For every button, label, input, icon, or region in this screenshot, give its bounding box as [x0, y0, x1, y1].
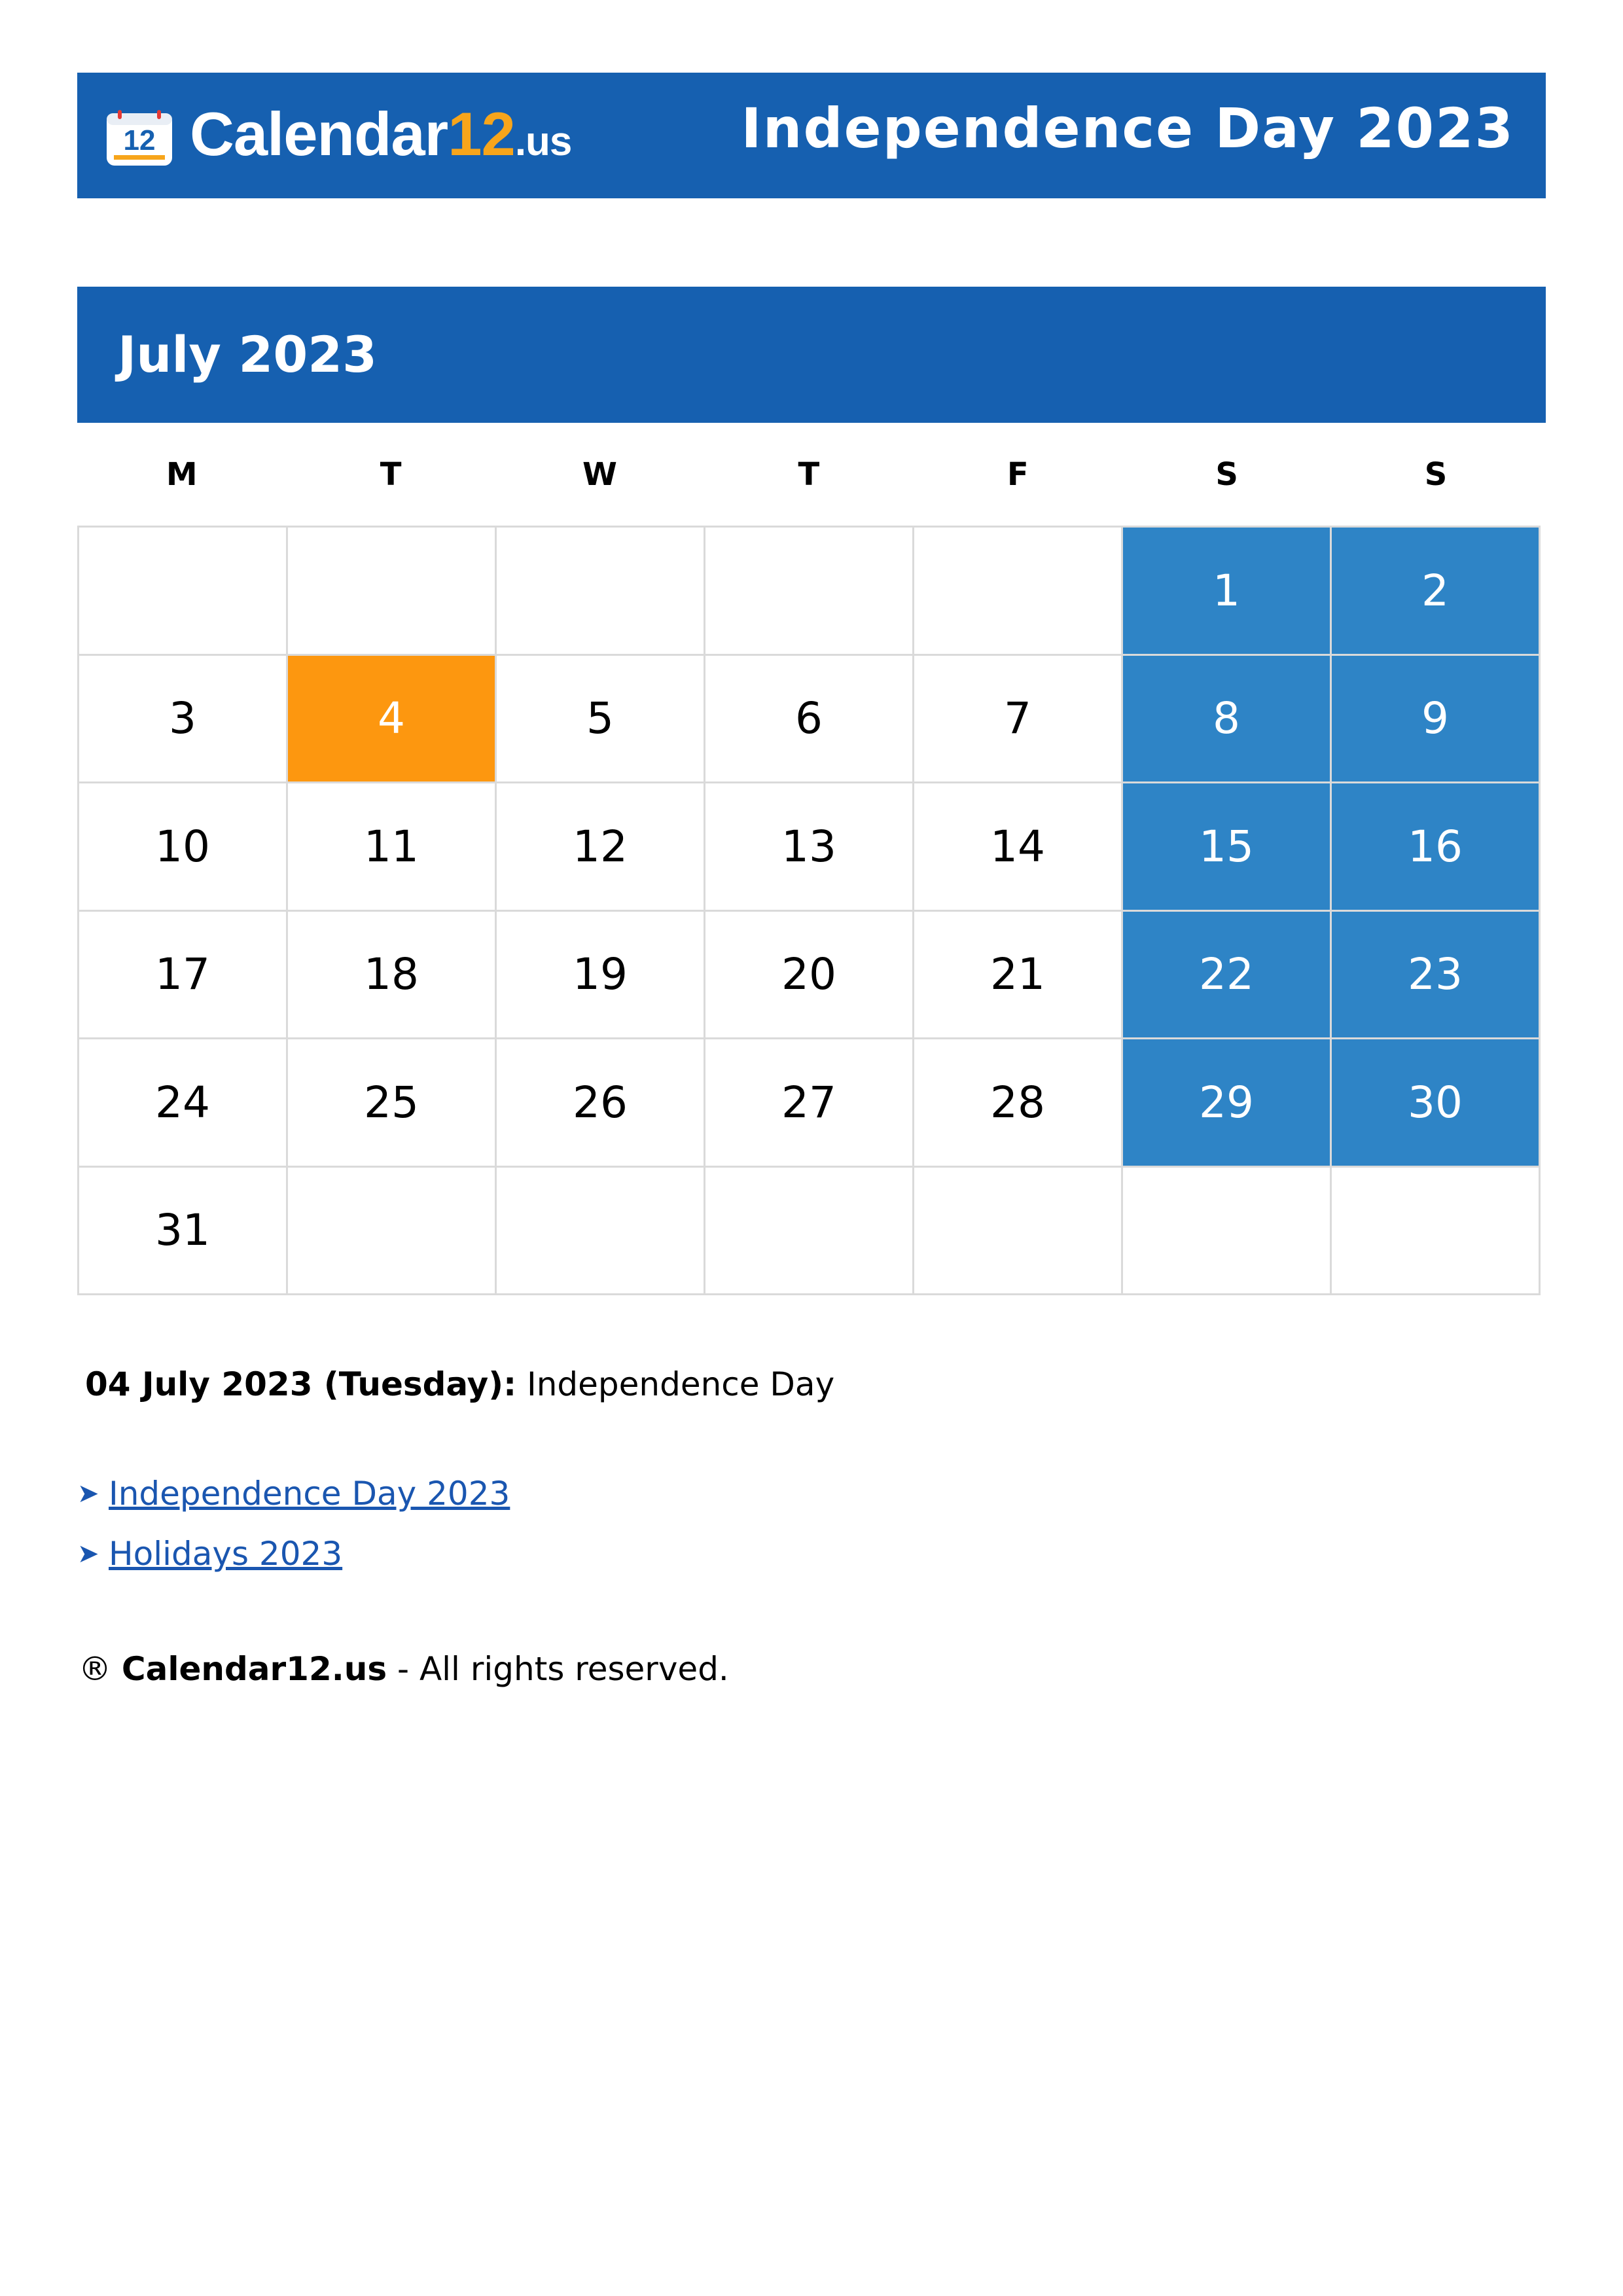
month-title: July 2023 — [118, 325, 377, 384]
day-cell-empty — [1123, 1168, 1332, 1296]
weekday-label: M — [166, 456, 198, 493]
calendar-grid — [77, 526, 1541, 1295]
day-cell: 25 — [288, 1039, 497, 1168]
day-cell-weekend: 22 — [1123, 912, 1332, 1040]
day-cell: 11 — [288, 783, 497, 912]
day-cell: 20 — [705, 912, 914, 1040]
registered-symbol: ® — [79, 1650, 111, 1688]
day-cell-empty — [705, 1168, 914, 1296]
link-holidays-2023[interactable]: Holidays 2023 — [109, 1535, 343, 1573]
day-cell: 3 — [79, 656, 288, 784]
day-cell: 12 — [497, 783, 705, 912]
footer-text: - All rights reserved. — [397, 1650, 729, 1688]
day-cell-empty — [914, 1168, 1123, 1296]
day-cell: 31 — [79, 1168, 288, 1296]
weekday-label: W — [582, 456, 617, 493]
day-cell-weekend: 30 — [1332, 1039, 1541, 1168]
day-cell: 10 — [79, 783, 288, 912]
day-cell-weekend: 9 — [1332, 656, 1541, 784]
day-cell-weekend: 2 — [1332, 528, 1541, 656]
day-cell-empty — [288, 528, 497, 656]
arrow-right-icon: ➤ — [77, 1539, 99, 1569]
day-cell-weekend: 8 — [1123, 656, 1332, 784]
logo-text-tld: .us — [514, 119, 572, 164]
day-cell: 17 — [79, 912, 288, 1040]
holiday-date: 04 July 2023 (Tuesday): — [85, 1365, 517, 1403]
logo-wordmark — [190, 101, 571, 175]
weekday-label: F — [1007, 456, 1029, 493]
weekday-label: T — [380, 456, 402, 493]
day-cell: 27 — [705, 1039, 914, 1168]
site-logo[interactable] — [105, 99, 572, 171]
day-cell: 7 — [914, 656, 1123, 784]
weekday-label: T — [798, 456, 820, 493]
link-independence-day-2023[interactable]: Independence Day 2023 — [109, 1475, 510, 1513]
month-header — [77, 287, 1546, 423]
page-title: Independence Day 2023 — [741, 96, 1514, 160]
day-cell: 26 — [497, 1039, 705, 1168]
day-cell-empty — [914, 528, 1123, 656]
logo-text-main: Calendar — [190, 99, 448, 168]
day-cell-empty — [79, 528, 288, 656]
holiday-name: Independence Day — [526, 1365, 835, 1403]
day-cell-empty — [705, 528, 914, 656]
day-cell: 21 — [914, 912, 1123, 1040]
site-header — [77, 73, 1546, 198]
day-cell: 6 — [705, 656, 914, 784]
day-cell: 14 — [914, 783, 1123, 912]
link-row — [77, 1463, 510, 1524]
day-cell: 24 — [79, 1039, 288, 1168]
day-cell: 28 — [914, 1039, 1123, 1168]
day-cell: 13 — [705, 783, 914, 912]
day-cell-weekend: 23 — [1332, 912, 1541, 1040]
day-cell: 5 — [497, 656, 705, 784]
day-cell-weekend: 29 — [1123, 1039, 1332, 1168]
day-cell: 18 — [288, 912, 497, 1040]
weekday-label: S — [1424, 456, 1448, 493]
logo-text-number: 12 — [448, 99, 515, 168]
day-cell-empty — [1332, 1168, 1541, 1296]
day-cell-weekend: 16 — [1332, 783, 1541, 912]
day-cell-empty — [288, 1168, 497, 1296]
link-row — [77, 1524, 510, 1584]
day-cell-empty — [497, 1168, 705, 1296]
related-links — [77, 1463, 510, 1584]
holiday-description — [85, 1361, 834, 1407]
day-cell-weekend: 15 — [1123, 783, 1332, 912]
arrow-right-icon: ➤ — [77, 1479, 99, 1509]
footer-brand: Calendar12.us — [121, 1650, 387, 1688]
day-cell-weekend: 1 — [1123, 528, 1332, 656]
footer — [79, 1646, 729, 1692]
calendar-icon — [105, 109, 174, 167]
calendar-icon-number: 12 — [123, 124, 156, 156]
day-cell-holiday: 4 — [288, 656, 497, 784]
day-cell-empty — [497, 528, 705, 656]
weekday-header-row — [77, 445, 1541, 504]
day-cell: 19 — [497, 912, 705, 1040]
weekday-label: S — [1215, 456, 1238, 493]
